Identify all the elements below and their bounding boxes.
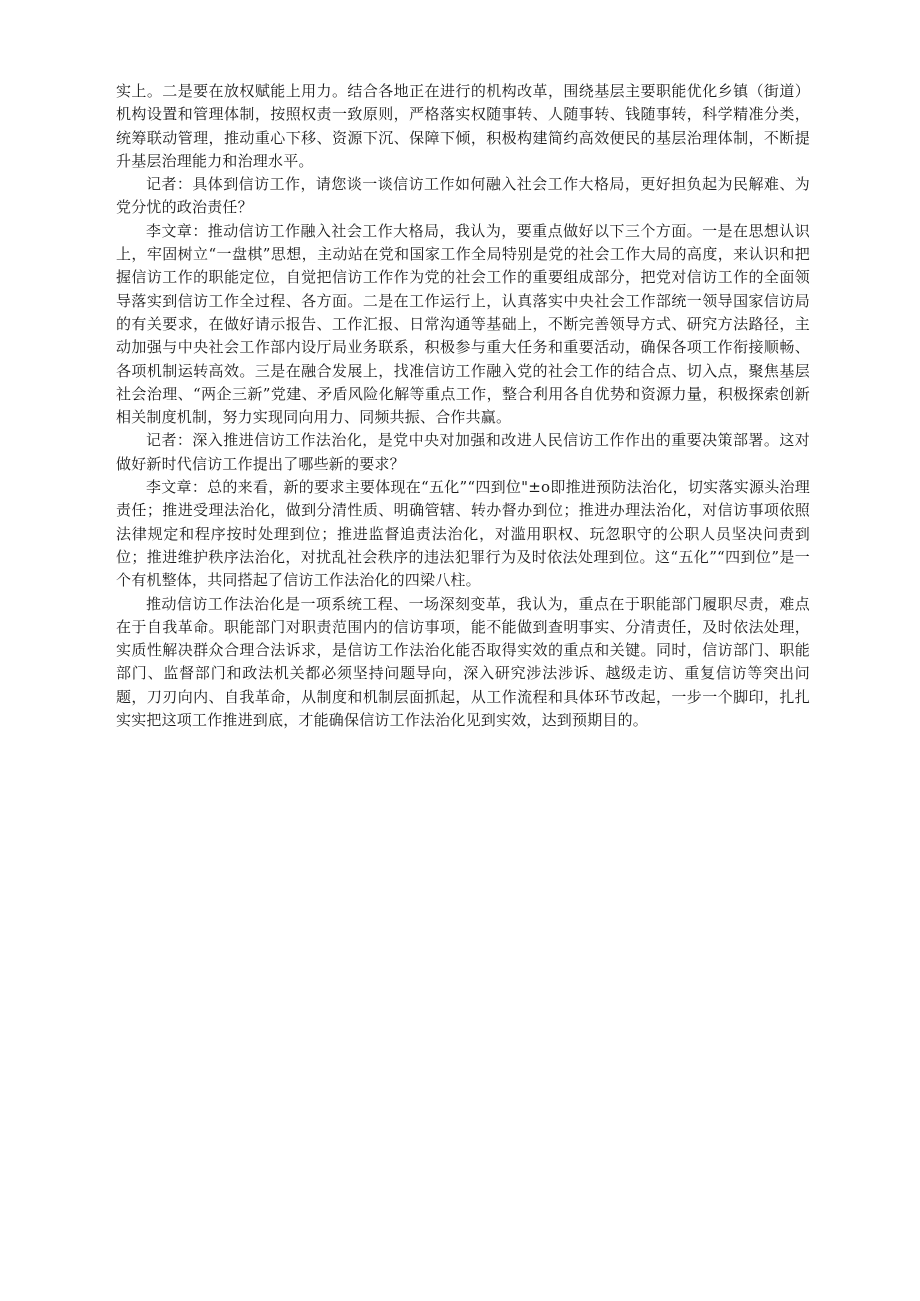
paragraph-question-rule-of-law: 记者：深入推进信访工作法治化，是党中央对加强和改进人民信访工作作出的重要决策部署。这对做好新时代信访工作提出了哪些新的要求？: [116, 431, 810, 473]
paragraph-system-engineering: 推动信访工作法治化是一项系统工程、一场深刻变革，我认为，重点在于职能部门履职尽责，难点在于自我革命。职能部门对职责范围内的信访事项，能不能做到查明事实、分清责任，及时依法处理，实质性解决群众合理合法诉求，是信访工作法治化能否取得实效的重点和关键。同时，信访部门、职能部门、监督部门和政法机关都必须坚持问题导向，深入研究涉法涉诉、越级走访、重复信访等突出问题，刀刃向内、自我革命，从制度和机制层面抓起，从工作流程和具体环节改起，一步一个脚印，扎扎实实把这项工作推进到底，才能确保信访工作法治化见到实效，达到预期目的。: [116, 594, 810, 730]
paragraph-answer-rule-of-law: 李文章：总的来看，新的要求主要体现在“五化”“四到位"±o即推进预防法治化，切实落实源头治理责任；推进受理法治化，做到分清性质、明确管辖、转办督办到位；推进办理法治化，对信访事项依照法律规定和程序按时处理到位；推进监督追责法治化，对滥用职权、玩忽职守的公职人员坚决问责到位；推进维护秩序法治化，对扰乱社会秩序的违法犯罪行为及时依法处理到位。这“五化”“四到位”是一个有机整体，共同搭起了信访工作法治化的四梁八柱。: [116, 478, 810, 590]
paragraph-question-integration: 记者：具体到信访工作，请您谈一谈信访工作如何融入社会工作大格局，更好担负起为民解难、为党分忧的政治责任？: [116, 175, 810, 217]
paragraph-answer-integration: 李文章：推动信访工作融入社会工作大格局，我认为，要重点做好以下三个方面。一是在思想认识上，牢固树立“一盘棋”思想，主动站在党和国家工作全局特别是党的社会工作大局的高度，来认识和把握信访工作的职能定位，自觉把信访工作作为党的社会工作的重要组成部分，把党对信访工作的全面领导落实到信访工作全过程、各方面。二是在工作运行上，认真落实中央社会工作部统一领导国家信访局的有关要求，在做好请示报告、工作汇报、日常沟通等基础上，不断完善领导方式、研究方法路径，主动加强与中央社会工作部内设厅局业务联系，积极参与重大任务和重要活动，确保各项工作衔接顺畅、各项机制运转高效。三是在融合发展上，找准信访工作融入党的社会工作的结合点、切入点，聚焦基层社会治理、“两企三新”党建、矛盾风险化解等重点工作，整合利用各自优势和资源力量，积极探索创新相关制度机制，努力实现同向用力、同频共振、合作共赢。: [116, 221, 810, 427]
paragraph-continued-intro: 实上。二是要在放权赋能上用力。结合各地正在进行的机构改革，围绕基层主要职能优化乡镇（街道）机构设置和管理体制，按照权责一致原则，严格落实权随事转、人随事转、钱随事转，科学精准分类，统筹联动管理，推动重心下移、资源下沉、保障下倾，积极构建简约高效便民的基层治理体制，不断提升基层治理能力和治理水平。: [116, 82, 810, 170]
document-body: [116, 80, 810, 732]
